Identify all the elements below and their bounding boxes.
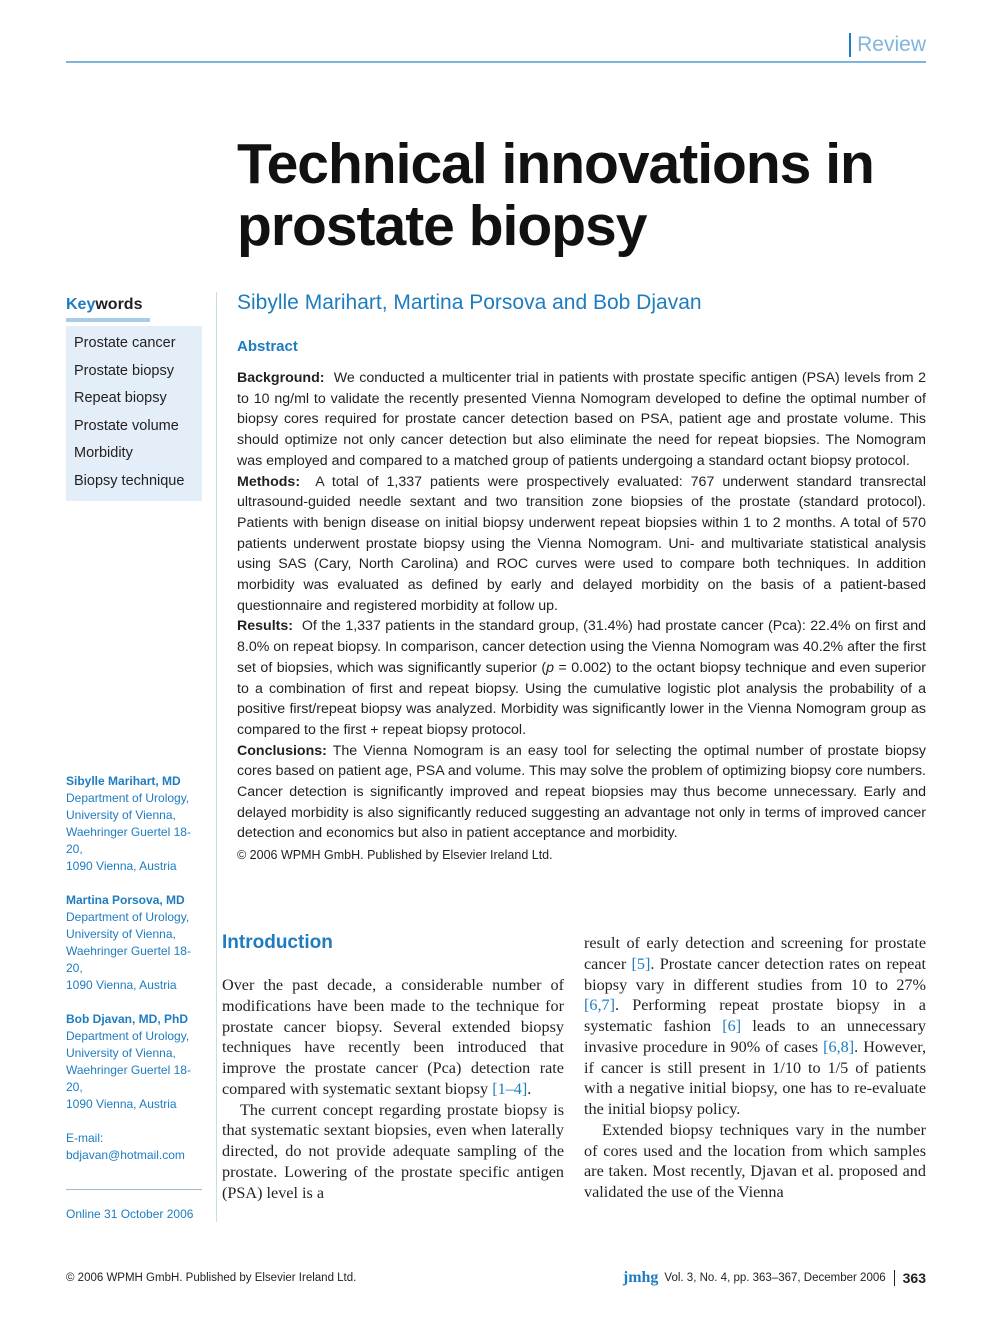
article-title: Technical innovations in prostate biopsy xyxy=(237,132,874,258)
intro-paragraph-1: Over the past decade, a considerable number of modifications have been made to the technique for prostate cancer biopsy. Several extended biopsy techniques have recently been introduced that improve the prostate cancer (Pca) detection rate compared with systematic sextant biopsy [1–4]. xyxy=(222,976,564,1098)
keywords-box xyxy=(66,294,202,501)
keyword-item: Prostate biopsy xyxy=(74,362,174,379)
sidebar-divider xyxy=(66,1189,202,1190)
abstract-conclusions: Conclusions: The Vienna Nomogram is an easy tool for selecting the optimal number of prostate biopsy cores based on patient age, PSA and volume. This may solve the problem of optimizing biopsy core numbers. Cancer detection is significantly improved and repeat biopsies may thus become unnecessary. Early and delayed morbidity is also significantly reduced suggesting an advantage not only in terms of improved cancer detection and economics but also in patient acceptance and morbidity. xyxy=(237,742,927,842)
abstract-results: Results: Of the 1,337 patients in the standard group, (31.4%) had prostate cancer (Pca): 22.4% on first and 8.0% on repeat biopsy. In comparison, cancer detection using the Vienna Nomogram was 40.2% after the first set of biopsies, which was significantly superior (p = 0.002) to the octant biopsy technique and even superior to a combination of first and repeat biopsy. Using the cumulative logistic plot analysis the probability of a positive first/repeat biopsy was analyzed. Morbidity was significantly lower in the Vienna Nomogram group as compared to the first + repeat biopsy protocol. xyxy=(237,618,927,738)
abstract-body xyxy=(237,368,926,866)
abstract-background: Background: We conducted a multicenter trial in patients with prostate specific antigen (PSA) levels from 2 to 10 ng/ml to validate the recently presented Vienna Nomogram developed to define the optimal number of biopsy cores required for prostate cancer detection based on PSA, patient age and prostate volume. This should optimize not only cancer detection but also eliminate the need for repeat biopsies. The Nomogram was employed and compared to a matched group of patients undergoing a standard octant biopsy protocol. xyxy=(237,370,926,469)
author-info-marihart: Sibylle Marihart, MD Department of Urology, University of Vienna, Waehringer Guertel 18-20, 1090 Vienna, Austria xyxy=(66,774,191,873)
abstract-methods: Methods: A total of 1,337 patients were prospectively evaluated: 767 underwent standard transrectal ultrasound-guided needle sextant and two transition zone biopsies of the prostate (standard protocol). Patients with benign disease on initial biopsy underwent repeat biopsies within 1 to 2 months. A total of 570 patients underwent prostate biopsy using the Vienna Nomogram. Uni- and multivariate statistical analysis using SAS (Cary, North Carolina) and ROC curves were used to compare both techniques. In addition morbidity was evaluated as defined by early and delayed morbidity on the basis of a patient-based questionnaire and registered morbidity at follow up. xyxy=(237,473,926,614)
keyword-item: Prostate volume xyxy=(74,417,179,434)
author-list: Sibylle Marihart, Martina Porsova and Bob Djavan xyxy=(237,291,702,314)
header-rule xyxy=(66,61,926,63)
contact-email xyxy=(66,1130,185,1164)
keyword-item: Morbidity xyxy=(74,445,133,461)
section-label: Review xyxy=(849,33,926,57)
page-number: 363 xyxy=(894,1270,926,1286)
column-divider xyxy=(216,292,217,1222)
intro-paragraph-2: The current concept regarding prostate biopsy is that systematic sextant biopsies, even when laterally directed, do not provide adequate sampling of the prostate. Lowering of the prostate specific antigen (PSA) level is a xyxy=(222,1100,564,1202)
footer-citation xyxy=(623,1269,926,1287)
citation-link[interactable]: [6,7] xyxy=(584,996,616,1015)
journal-logo: jmhg xyxy=(622,1269,659,1286)
citation-link[interactable]: [6] xyxy=(722,1017,742,1035)
keyword-item: Biopsy technique xyxy=(74,472,185,489)
email-label: E-mail: xyxy=(66,1131,104,1145)
author-info-djavan: Bob Djavan, MD, PhD Department of Urology, University of Vienna, Waehringer Guertel 18-20, 1090 Vienna, Austria xyxy=(66,1012,191,1111)
citation-link[interactable]: [6,8] xyxy=(823,1037,855,1056)
introduction-heading: Introduction xyxy=(222,932,333,953)
intro-paragraph-4: Extended biopsy techniques vary in the number of cores used and the location from which samples are taken. Most recently, Djavan et al. proposed and validated the use of the Vienna xyxy=(584,1120,926,1201)
journal-citation: Vol. 3, No. 4, pp. 363–367, December 2006 xyxy=(664,1272,886,1284)
footer-copyright: © 2006 WPMH GmbH. Published by Elsevier Ireland Ltd. xyxy=(66,1272,357,1284)
citation-link[interactable]: [5] xyxy=(631,954,651,973)
keyword-item: Repeat biopsy xyxy=(74,390,167,406)
citation-link[interactable]: [1–4] xyxy=(492,1079,528,1098)
body-column-right xyxy=(584,933,926,1203)
author-info-porsova: Martina Porsova, MD Department of Urology, University of Vienna, Waehringer Guertel 18-20, 1090 Vienna, Austria xyxy=(66,893,191,992)
abstract-heading: Abstract xyxy=(237,338,298,355)
body-column-left xyxy=(222,975,564,1203)
online-date: Online 31 October 2006 xyxy=(66,1207,194,1221)
keywords-heading: Keywords xyxy=(66,294,150,322)
keywords-list xyxy=(66,326,202,501)
abstract-copyright: © 2006 WPMH GmbH. Published by Elsevier Ireland Ltd. xyxy=(237,848,553,863)
intro-paragraph-3: result of early detection and screening for prostate cancer [5]. Prostate cancer detection rates on repeat biopsy vary in different studies from 10 to 27% [6,7]. Performing repeat prostate biopsy in a systematic fashion [6] leads to an unnecessary invasive procedure in 90% of cases [6,8]. However, if cancer is still present in 1/10 to 1/5 of patients with a negative initial biopsy, one has to re-evaluate the initial biopsy policy. xyxy=(584,934,927,1118)
email-link[interactable]: bdjavan@hotmail.com xyxy=(66,1148,185,1162)
keyword-item: Prostate cancer xyxy=(74,335,176,351)
